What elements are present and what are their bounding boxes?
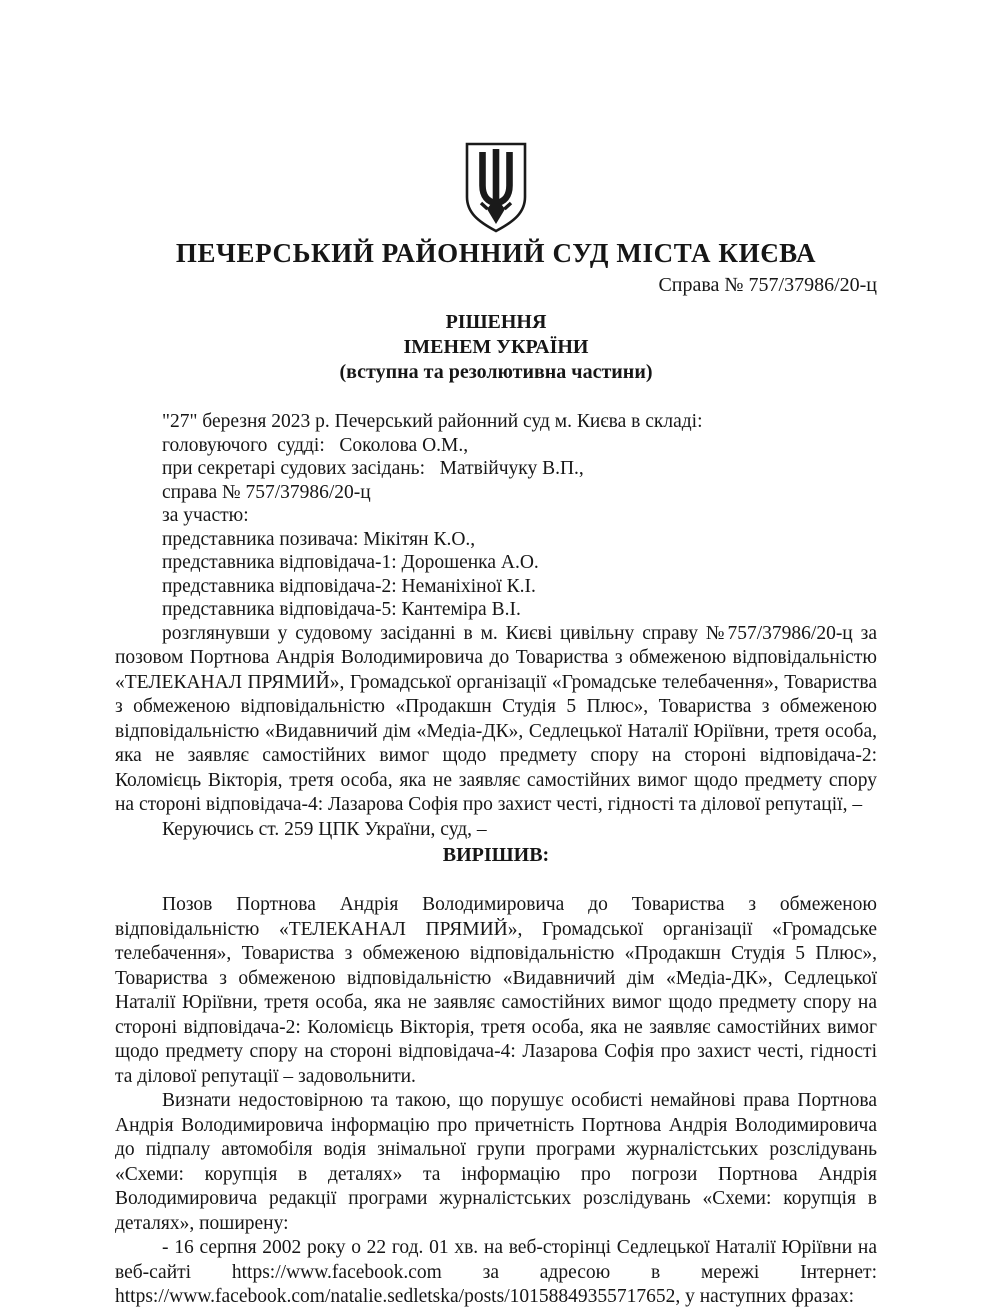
defendant1-representative-line: представника відповідача-1: Дорошенка А.О. — [162, 552, 539, 573]
decision-subtitle: (вступна та резолютивна частини) — [339, 361, 653, 383]
claim-granted-paragraph: Позов Портнова Андрія Володимировича до Товариства з обмеженою відповідальністю «ТЕЛЕКАНАЛ ПРЯМИЙ», Громадської організації «Громадське телебачення», Товариства з обмеженою відповідальністю «Продакшн Студія 5 Плюс», Товариства з обмеженою відповідальністю «Видавничий дім «Медіа-ДК», Седлецької Наталії Юріївни, третя особа, яка не заявляє самостійних вимог щодо предмету спору на стороні відповідача-2: Коломієць Вікторія, третя особа, яка не заявляє самостійних вимог щодо предмету спору на стороні відповідача-4: Лазарова Софія про захист честі, гідності та ділової репутації – задовольнити. — [115, 894, 877, 1087]
in-the-name-of-ukraine: ІМЕНЕМ УКРАЇНИ — [403, 336, 589, 358]
presiding-judge-line: головуючого судді: Соколова О.М., — [162, 434, 469, 456]
participants-label: за участю: — [162, 505, 249, 526]
declare-untrue-paragraph: Визнати недостовірною та такою, що порушує особисті немайнові права Портнова Андрія Володимировича інформацію про причетність Портнова Андрія Володимировича до підпалу автомобіля водія знімальної групи програми журналістських розслідувань «Схеми: корупція в деталях» та інформацію про погрози Портнова Андрія Володимировича редакції програми журналістських розслідувань «Схеми: корупція в деталях», поширену: — [115, 1090, 877, 1234]
decision-title-block — [115, 310, 877, 385]
defendant2-representative-line: представника відповідача-2: Неманіхіної К.І. — [162, 575, 536, 597]
plaintiff-representative-line: представника позивача: Мікітян К.О., — [162, 528, 476, 550]
publication-details-paragraph: - 16 серпня 2002 року о 22 год. 01 хв. на веб-сторінці Седлецької Наталії Юріївни на веб-сайті https://www.facebook.com за адресою в мережі Інтернет: https://www.facebook.com/natalie.sedletska/posts/10158849355717652, у наступних фразах: — [115, 1237, 877, 1307]
defendant5-representative-line: представника відповідача-5: Кантеміра В.І. — [162, 599, 521, 620]
case-considered-paragraph: розглянувши у судовому засіданні в м. Києві цивільну справу №757/37986/20-ц за позовом Портнова Андрія Володимировича до Товариства з обмеженою відповідальністю «ТЕЛЕКАНАЛ ПРЯМИЙ», Громадської організації «Громадське телебачення», Товариства з обмеженою відповідальністю «Продакшн Студія 5 Плюс», Товариства з обмеженою відповідальністю «Видавничий дім «Медіа-ДК», Седлецької Наталії Юріївни, третя особа, яка не заявляє самостійних вимог щодо предмету спору на стороні відповідача-2: Коломієць Вікторія, третя особа, яка не заявляє самостійних вимог щодо предмету спору на стороні відповідача-4: Лазарова Софія про захист честі, гідності та ділової репутації, – — [115, 622, 877, 815]
case-number: Справа № 757/37986/20-ц — [658, 274, 877, 296]
secretary-line: при секретарі судових засідань: Матвійчуку В.П., — [162, 458, 584, 479]
case-number-line: справа № 757/37986/20-ц — [162, 481, 371, 503]
court-name-heading: ПЕЧЕРСЬКИЙ РАЙОННИЙ СУД МІСТА КИЄВА — [175, 238, 817, 268]
ukraine-trident-icon — [463, 140, 529, 235]
hearing-date-line: "27" березня 2023 р. Печерський районний суд м. Києва в складі: — [162, 411, 703, 432]
decided-heading: ВИРІШИВ: — [442, 844, 550, 866]
decision-title: РІШЕННЯ — [445, 311, 547, 333]
court-composition-block — [115, 410, 877, 622]
guided-by-line: Керуючись ст. 259 ЦПК України, суд, – — [162, 818, 487, 840]
